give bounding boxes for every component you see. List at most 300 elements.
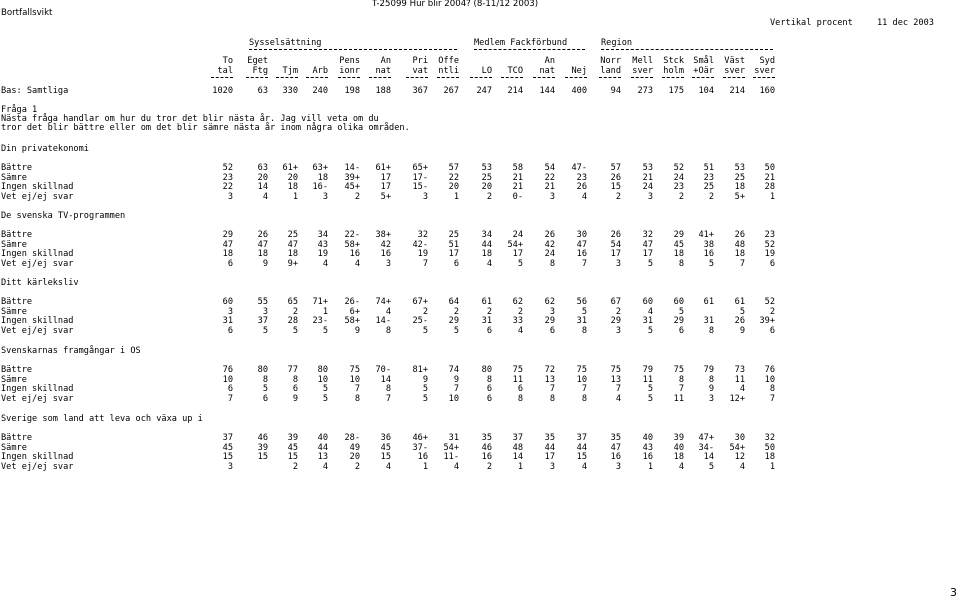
column-header-line2: nat [539,66,555,76]
table-cell: 6 [486,325,492,336]
table-cell: 65 [287,297,298,307]
table-cell: 58+ [344,316,360,327]
table-cell: 4 [739,384,745,395]
table-cell: 4 [262,191,268,202]
table-cell: 9 [453,374,459,385]
column-header-line1: Smål [693,56,714,66]
table-cell: 12 [734,452,745,463]
table-cell: 38 [703,239,714,250]
row-label: Sämre [1,239,27,250]
table-cell: 5+ [734,191,745,202]
row-label: Vet ej/ej svar [1,258,74,269]
table-cell: 29 [222,230,233,240]
table-cell: 5 [708,461,714,472]
table-cell: 4 [581,191,587,202]
table-cell: 2 [486,461,492,472]
table-cell: 3 [615,325,621,336]
table-cell: 23 [703,172,714,183]
row-label: Ingen skillnad [1,384,74,395]
table-cell: 1 [322,306,328,317]
table-cell: 3 [647,191,653,202]
table-cell: 5 [322,393,328,404]
table-cell: 75 [349,365,360,375]
table-cell: 8 [549,393,555,404]
table-cell: 54 [610,239,621,250]
table-cell: 13 [610,374,621,385]
table-cell: 6 [517,384,523,395]
table-cell: 26 [734,316,745,327]
table-cell: 6 [292,384,298,395]
table-cell: 1 [769,191,775,202]
table-cell: 29 [544,316,555,327]
table-cell: 25 [481,172,492,183]
table-cell: 34 [481,230,492,240]
table-cell: 7 [227,393,233,404]
table-cell: 60 [642,297,653,307]
table-cell: 12+ [729,393,745,404]
table-cell: 54+ [443,442,459,453]
table-cell: 28 [764,182,775,193]
page-number: 3 [950,586,957,599]
table-cell: 5 [322,325,328,336]
table-cell: 23 [764,230,775,240]
table-cell: 9 [739,325,745,336]
table-cell: 16 [703,249,714,260]
table-cell: 17 [380,182,391,193]
table-cell: 11 [673,393,684,404]
table-cell: 10 [576,374,587,385]
table-cell: 18 [764,452,775,463]
row-label: Ingen skillnad [1,452,74,463]
table-cell: 47+ [698,433,714,443]
table-cell: 11 [734,374,745,385]
table-cell: 51 [703,163,714,173]
table-cell: 58+ [344,239,360,250]
table-cell: 19 [417,249,428,260]
table-cell: 44 [317,442,328,453]
table-cell: 61 [481,297,492,307]
table-cell: 7 [615,384,621,395]
table-cell: 39 [673,433,684,443]
table-cell: 74 [448,365,459,375]
column-header-line2: vat [412,66,428,76]
table-cell: 25- [412,316,428,327]
table-cell: 18 [734,182,745,193]
group-fackforbund: Medlem Fackförbund [474,38,568,48]
table-cell: 61 [703,297,714,307]
table-cell: 5 [517,258,523,269]
table-cell: 5 [708,258,714,269]
table-cell: 42- [412,239,428,250]
table-cell: 8 [678,258,684,269]
table-cell: 44 [544,442,555,453]
table-cell: 45 [287,442,298,453]
table-cell: 25 [287,230,298,240]
table-cell: 5 [453,325,459,336]
column-underline [211,77,233,78]
table-cell: 76 [222,365,233,375]
table-cell: 34- [698,442,714,453]
question-text-line2: tror det blir bättre eller om det blir sämre nästa år inom några olika områden. [1,123,410,133]
table-cell: 58 [512,163,523,173]
table-cell: 16 [481,452,492,463]
table-cell: 8 [678,374,684,385]
table-cell: 5 [322,384,328,395]
table-cell: 3 [227,191,233,202]
table-cell: 6 [227,258,233,269]
table-cell: 3 [262,306,268,317]
table-cell: 3 [549,191,555,202]
table-cell: 47 [287,239,298,250]
table-cell: 2 [354,461,360,472]
row-label: Sämre [1,172,27,183]
table-cell: 34 [317,230,328,240]
column-header-line1: Mell [632,56,653,66]
table-cell: 47- [571,163,587,173]
table-cell: 26 [544,230,555,240]
table-cell: 60 [222,297,233,307]
column-header-line1: Syd [759,56,775,66]
column-underline [276,77,298,78]
table-cell: 17 [610,249,621,260]
table-cell: 37 [222,433,233,443]
table-cell: 45 [222,442,233,453]
table-cell: 24 [544,249,555,260]
table-cell: 52 [764,239,775,250]
table-cell: 75 [610,365,621,375]
column-header-line2: LO [481,66,492,76]
column-header-line2: ntli [438,66,459,76]
column-underline [246,77,268,78]
table-cell: 6 [486,393,492,404]
column-underline [723,77,745,78]
table-cell: 17 [512,249,523,260]
table-cell: 14 [380,374,391,385]
table-cell: 35 [481,433,492,443]
table-cell: 73 [734,365,745,375]
table-cell: 40 [673,442,684,453]
table-cell: 72 [544,365,555,375]
table-cell: 21 [512,172,523,183]
table-cell: 35 [610,433,621,443]
column-header-line2: sver [724,66,745,76]
table-cell: 23 [673,182,684,193]
table-cell: 7 [354,384,360,395]
table-cell: 2 [354,191,360,202]
table-cell: 29 [610,316,621,327]
table-cell: 16 [576,249,587,260]
table-cell: 7 [739,258,745,269]
table-cell: 21 [764,172,775,183]
table-cell: 9 [422,374,428,385]
table-cell: 46 [481,442,492,453]
table-cell: 8 [486,374,492,385]
table-cell: 47 [576,239,587,250]
table-cell: 6 [549,325,555,336]
table-cell: 14- [375,316,391,327]
question-label: Fråga 1 [1,105,38,115]
table-cell: 6 [262,393,268,404]
column-header-line2: Tjm [282,66,298,76]
table-cell: 31 [481,316,492,327]
row-label: Bättre [1,163,33,173]
table-cell: 53 [481,163,492,173]
bas-label: Bas: Samtliga [1,86,69,96]
table-cell: 3 [422,191,428,202]
table-cell: 36 [380,433,391,443]
column-header-line1: Pens [339,56,360,66]
table-cell: 30 [734,433,745,443]
table-cell: 60 [673,297,684,307]
table-cell: 61 [734,297,745,307]
table-cell: 11- [443,452,459,463]
table-cell: 37 [257,316,268,327]
table-cell: 20 [448,182,459,193]
table-cell: 18 [673,452,684,463]
table-cell: 18 [481,249,492,260]
table-cell: 2 [486,191,492,202]
row-label: Sämre [1,306,27,317]
table-cell: 43 [642,442,653,453]
table-cell: 7 [453,384,459,395]
table-cell: 10 [349,374,360,385]
survey-title: T-25099 Hur blir 2004? (8-11/12 2003) [372,0,539,9]
table-cell: 4 [453,461,459,472]
column-underline [338,77,360,78]
table-cell: 2 [615,191,621,202]
table-cell: 43 [317,239,328,250]
group-underline-sysselsattning [249,49,457,50]
table-cell: 20 [287,172,298,183]
bas-cell: 214 [507,86,523,96]
table-cell: 47 [610,442,621,453]
table-cell: 45 [673,239,684,250]
table-cell: 29 [673,316,684,327]
table-cell: 52 [222,163,233,173]
table-cell: 15 [257,452,268,463]
table-cell: 24 [673,172,684,183]
group-region: Region [601,38,633,48]
bas-cell: 330 [282,86,298,96]
column-underline [470,77,492,78]
table-cell: 71+ [312,297,328,307]
table-cell: 8 [549,258,555,269]
table-cell: 3 [385,258,391,269]
table-cell: 22- [344,230,360,240]
column-underline [406,77,428,78]
report-name: Bortfallsvikt [1,8,53,18]
table-cell: 16 [417,452,428,463]
table-cell: 79 [642,365,653,375]
table-cell: 19 [764,249,775,260]
table-cell: 31 [703,316,714,327]
table-cell: 2 [615,306,621,317]
section-title: Ditt kärleksliv [1,278,79,288]
table-cell: 40 [317,433,328,443]
table-cell: 20 [349,452,360,463]
table-cell: 4 [385,461,391,472]
column-header-line2: ionr [339,66,360,76]
bas-cell: 367 [412,86,428,96]
column-header-line2: nat [375,66,391,76]
table-cell: 4 [615,393,621,404]
table-cell: 4 [581,461,587,472]
row-label: Bättre [1,297,33,307]
table-cell: 5 [678,306,684,317]
table-cell: 16 [642,452,653,463]
table-cell: 5 [581,306,587,317]
table-cell: 39+ [344,172,360,183]
table-cell: 1 [769,461,775,472]
table-cell: 5 [647,384,653,395]
table-cell: 14 [512,452,523,463]
table-cell: 8 [708,325,714,336]
table-cell: 79 [703,365,714,375]
table-cell: 22 [222,182,233,193]
table-cell: 3 [322,191,328,202]
table-cell: 31 [222,316,233,327]
bas-cell: 94 [610,86,621,96]
row-label: Vet ej/ej svar [1,461,74,472]
column-header-line2: +Oär [693,66,714,76]
table-cell: 49 [349,442,360,453]
table-cell: 8 [354,393,360,404]
table-cell: 39 [257,442,268,453]
table-cell: 13 [544,374,555,385]
table-cell: 4 [647,306,653,317]
table-cell: 52 [673,163,684,173]
table-cell: 50 [764,163,775,173]
table-cell: 80 [257,365,268,375]
column-header-line2: tal [217,66,233,76]
row-label: Bättre [1,230,33,240]
table-cell: 6 [769,258,775,269]
column-underline [631,77,653,78]
table-cell: 10 [222,374,233,385]
table-cell: 28- [344,433,360,443]
table-cell: 6 [227,384,233,395]
table-cell: 25 [734,172,745,183]
table-cell: 54 [544,163,555,173]
bas-cell: 188 [375,86,391,96]
table-cell: 61+ [375,163,391,173]
table-cell: 17- [412,172,428,183]
table-cell: 7 [581,258,587,269]
table-cell: 4 [678,461,684,472]
table-cell: 11 [512,374,523,385]
row-label: Bättre [1,365,33,375]
bas-cell: 267 [443,86,459,96]
table-cell: 44 [576,442,587,453]
column-header-line2: Nej [571,66,587,76]
table-cell: 4 [322,258,328,269]
table-cell: 17 [642,249,653,260]
table-cell: 38+ [375,230,391,240]
table-cell: 18 [317,172,328,183]
table-cell: 0- [512,191,523,202]
table-cell: 2 [292,461,298,472]
row-label: Vet ej/ej svar [1,393,74,404]
bas-cell: 160 [759,86,775,96]
table-cell: 15 [576,452,587,463]
table-cell: 80 [317,365,328,375]
table-cell: 16 [349,249,360,260]
table-cell: 5 [292,325,298,336]
column-header-line1: An [380,56,391,66]
table-cell: 32 [764,433,775,443]
table-cell: 23 [222,172,233,183]
table-cell: 54+ [507,239,523,250]
table-cell: 29 [448,316,459,327]
table-cell: 5 [647,325,653,336]
table-cell: 15- [412,182,428,193]
bas-cell: 198 [344,86,360,96]
table-cell: 42 [544,239,555,250]
table-cell: 15 [222,452,233,463]
table-cell: 33 [512,316,523,327]
table-cell: 45 [380,442,391,453]
table-cell: 18 [734,249,745,260]
table-cell: 4 [322,461,328,472]
table-cell: 37- [412,442,428,453]
table-cell: 15 [610,182,621,193]
table-cell: 8 [769,384,775,395]
table-cell: 8 [385,325,391,336]
table-cell: 32 [642,230,653,240]
table-cell: 17 [380,172,391,183]
table-cell: 37 [512,433,523,443]
row-label: Sämre [1,442,27,453]
table-cell: 24 [642,182,653,193]
table-cell: 74+ [375,297,391,307]
table-cell: 48 [734,239,745,250]
table-cell: 7 [422,258,428,269]
table-cell: 75 [512,365,523,375]
table-cell: 5 [422,325,428,336]
table-cell: 80 [481,365,492,375]
table-cell: 20 [481,182,492,193]
row-label: Vet ej/ej svar [1,325,74,336]
table-cell: 6+ [349,306,360,317]
table-cell: 17 [448,249,459,260]
table-cell: 16 [380,249,391,260]
column-header-line2: sver [754,66,775,76]
table-cell: 26 [576,182,587,193]
table-cell: 11 [642,374,653,385]
question-text-line1: Nästa fråga handlar om hur du tror det blir nästa år. Jag vill veta om du [1,114,379,124]
table-cell: 18 [287,182,298,193]
table-cell: 76 [764,365,775,375]
table-cell: 18 [673,249,684,260]
table-cell: 3 [615,461,621,472]
table-cell: 46 [257,433,268,443]
table-cell: 26 [257,230,268,240]
table-cell: 5+ [380,191,391,202]
table-cell: 13 [317,452,328,463]
column-underline [369,77,391,78]
section-title: De svenska TV-programmen [1,211,126,221]
table-cell: 47 [222,239,233,250]
bas-cell: 273 [637,86,653,96]
table-cell: 5 [422,393,428,404]
table-cell: 21 [642,172,653,183]
table-cell: 16 [610,452,621,463]
table-cell: 39+ [759,316,775,327]
table-cell: 7 [769,393,775,404]
table-cell: 10 [764,374,775,385]
column-header-line1: Väst [724,56,745,66]
bas-cell: 214 [729,86,745,96]
